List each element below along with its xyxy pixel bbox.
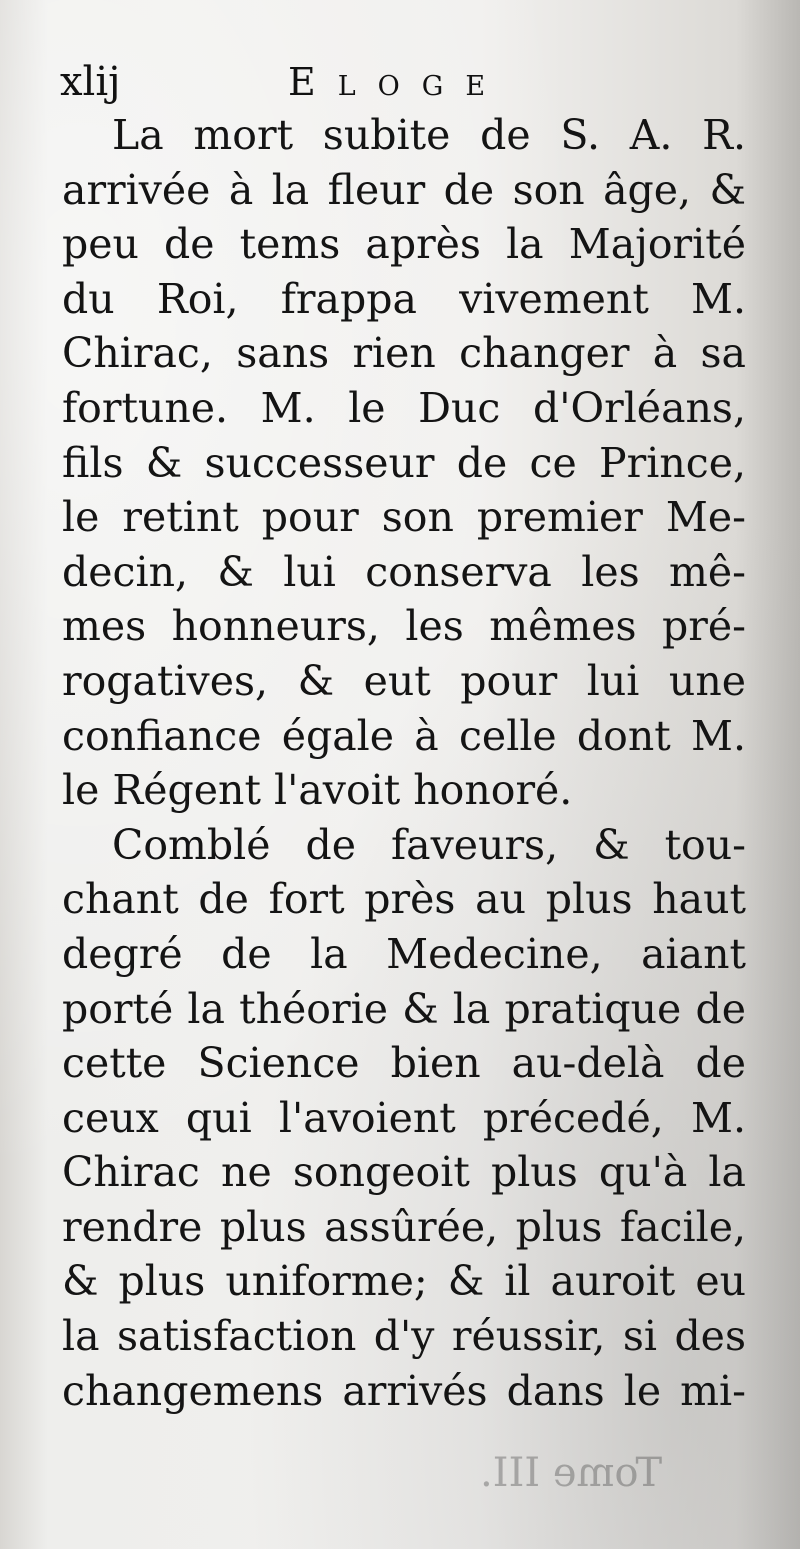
text-line: le retint pour son premier Me-: [62, 493, 746, 542]
text-line: decin, & lui conserva les mê-: [62, 547, 746, 596]
page-header: [60, 56, 750, 108]
text-line: & plus uniforme; & il auroit eu: [62, 1257, 746, 1306]
text-line: Chirac, sans rien changer à sa: [62, 329, 746, 378]
text-line: ceux qui l'avoient précedé, M.: [62, 1093, 746, 1142]
text-line: degré de la Medecine, aiant: [62, 929, 746, 978]
text-line: rogatives, & eut pour lui une: [62, 656, 746, 705]
text-line: le Régent l'avoit honoré.: [62, 766, 573, 815]
text-line: peu de tems après la Majorité: [62, 220, 746, 269]
text-line: chant de fort près au plus haut: [62, 875, 746, 924]
bleed-through-text: Tome III.: [480, 1450, 663, 1496]
text-line: fortune. M. le Duc d'Orléans,: [62, 383, 746, 432]
page-number: xlij: [60, 59, 121, 105]
text-line: rendre plus assûrée, plus facile,: [62, 1202, 746, 1251]
text-line: Comblé de faveurs, & tou-: [112, 820, 746, 869]
text-line: arrivée à la fleur de son âge, &: [62, 165, 746, 214]
text-line: porté la théorie & la pratique de: [62, 984, 746, 1033]
text-line: du Roi, frappa vivement M.: [62, 274, 746, 323]
text-line: confiance égale à celle dont M.: [62, 711, 746, 760]
text-line: mes honneurs, les mêmes pré-: [62, 602, 746, 651]
text-line: la satisfaction d'y réussir, si des: [62, 1312, 746, 1361]
running-head: Eloge: [288, 60, 508, 104]
text-line: fils & successeur de ce Prince,: [62, 438, 746, 487]
text-line: Chirac ne songeoit plus qu'à la: [62, 1148, 746, 1197]
paragraph-2: [62, 818, 746, 1419]
text-line: La mort subite de S. A. R.: [112, 111, 746, 159]
text-line: changemens arrivés dans le mi-: [62, 1366, 746, 1415]
paragraph-1: [62, 108, 746, 818]
text-line: cette Science bien au-delà de: [62, 1039, 746, 1088]
body-text: [62, 108, 746, 1418]
